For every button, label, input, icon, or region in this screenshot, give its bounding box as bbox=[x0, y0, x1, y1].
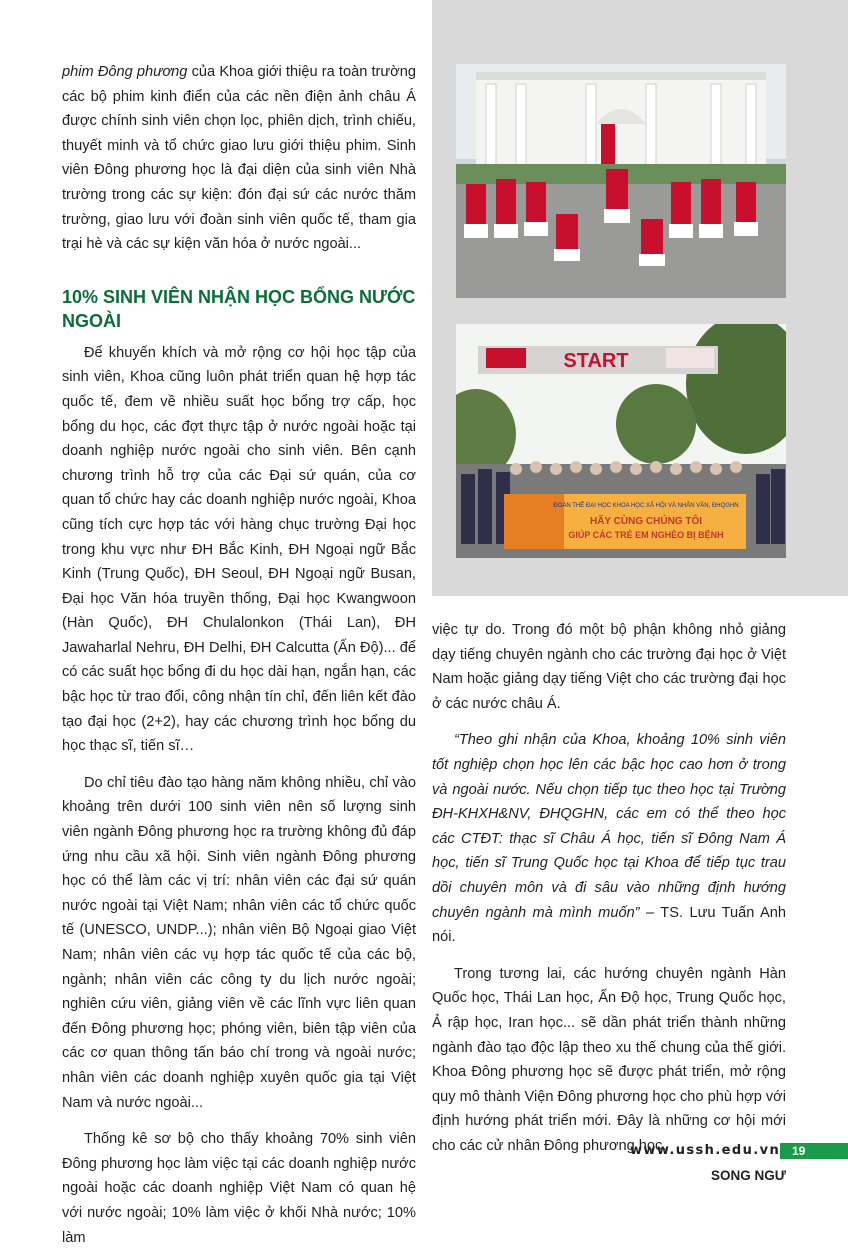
paragraph-continuation: việc tự do. Trong đó một bộ phận không nhỏ giảng dạy tiếng chuyên ngành cho các trường đại học ở Việt Nam hoặc giảng dạy tiếng Việt cho các trường đại học ở các nước châu Á. bbox=[432, 622, 786, 712]
start-banner-text: START bbox=[563, 350, 629, 372]
quote-text: “Theo ghi nhận của Khoa, khoảng 10% sinh viên tốt nghiệp chọn học lên các bậc học cao hơn ở trong và ngoài nước. Nếu chọn tiếp tục theo học tại Trường ĐH-KHXH&NV, ĐHQGHN, các em có thể theo học các CTĐT: thạc sĩ Châu Á học, tiến sĩ Đông Nam Á học, tiến sĩ Trung Quốc học tại Khoa để tiếp tục trau dồi chuyên môn và đi sâu vào những định hướng chuyên ngành mà mình muốn” bbox=[432, 732, 786, 921]
author-byline: SONG NGƯ bbox=[711, 1168, 786, 1184]
footer-green-bar bbox=[780, 1143, 848, 1159]
banner-line3: GIÚP CÁC TRẺ EM NGHÈO BỊ BỆNH bbox=[568, 530, 724, 540]
intro-italic: phim Đông phương bbox=[62, 64, 188, 80]
page-number: 19 bbox=[792, 1144, 806, 1158]
section-heading: 10% SINH VIÊN NHẬN HỌC BỔNG NƯỚC NGOÀI bbox=[62, 286, 416, 331]
left-column bbox=[62, 60, 416, 1250]
paragraph-future: Trong tương lai, các hướng chuyên ngành Hàn Quốc học, Thái Lan học, Ấn Độ học, Trung Quốc học, Ả rập học, Iran học... sẽ dần phát triển thành những ngành đào tạo độc lập theo xu thế chung của thế giới. Khoa Đông phương học sẽ được phát triển, mở rộng quy mô thành Viện Đông phương học cho phù hợp với định hướng phát triển mới. Đây là những cơ hội mới cho các cử nhân Đông phương học. bbox=[432, 965, 786, 1154]
quote-paragraph bbox=[432, 728, 786, 949]
paragraph-careers: Do chỉ tiêu đào tạo hàng năm không nhiều, chỉ vào khoảng trên dưới 100 sinh viên nên số lượng sinh viên ngành Đông phương học ra trường không đủ đáp ứng nhu cầu xã hội. Sinh viên ngành Đông phương học có thể làm các vị trí: nhân viên các đại sứ quán nước ngoài tại Việt Nam; nhân viên các tổ chức quốc tế (UNESCO, UNDP...); nhân viên Bộ Ngoại giao Việt Nam; nhân viên các vụ hợp tác quốc tế của các bộ, ngành; nhân viên các công ty du lịch nước ngoài; nghiên cứu viên, giảng viên về các lĩnh vực liên quan đến Đông phương học; phóng viên, biên tập viên của các cơ quan thông tấn báo chí trong và ngoài nước; nhân viên các doanh nghiệp xuyên quốc gia tại Việt Nam và nước ngoài... bbox=[62, 774, 416, 1111]
intro-text: của Khoa giới thiệu ra toàn trường các bộ phim kinh điển của các nền điện ảnh châu Á được chính sinh viên chọn lọc, phiên dịch, trình chiếu, thuyết minh và tổ chức giao lưu giới thiệu phim. Sinh viên Đông phương học là đại diện của sinh viên Nhà trường trong các sự kiện: đón đại sứ các nước thăm trường, giao lưu với đoàn sinh viên quốc tế, tham gia trại hè và các sự kiện văn hóa ở nước ngoài... bbox=[62, 64, 416, 253]
footer-website-url: www.ussh.edu.vn bbox=[630, 1143, 781, 1158]
cheerleading-photo bbox=[456, 64, 786, 298]
charity-run-photo bbox=[456, 324, 786, 558]
right-column bbox=[432, 618, 786, 1189]
banner-line2: HÃY CÙNG CHÚNG TÔI bbox=[589, 516, 703, 527]
quote-attribution: – TS. Lưu Tuấn Anh nói. bbox=[432, 904, 786, 946]
banner-line1: ĐOÀN THỂ ĐẠI HỌC KHOA HỌC XÃ HỘI VÀ NHÂN VĂN, ĐHQGHN bbox=[553, 503, 739, 509]
intro-paragraph bbox=[62, 60, 416, 257]
paragraph-scholarships: Để khuyến khích và mở rộng cơ hội học tập của sinh viên, Khoa cũng luôn phát triển quan hệ hợp tác quốc tế, đem về nhiều suất học bổng trợ cấp, học bổng du học, các đợt thực tập ở nước ngoài hoặc tại doanh nghiệp nước ngoài cho sinh viên. Bên cạnh chương trình hỗ trợ của các Đại sứ quán, của cơ quan tổ chức hay các doanh nghiệp nước ngoài, Khoa cũng tích cực hợp tác với hàng chục trường Đại học trong khu vực như ĐH Bắc Kinh, ĐH Ngoại ngữ Bắc Kinh (Trung Quốc), ĐH Seoul, ĐH Ngoại ngữ Busan, Đại học Văn hóa truyền thống, Đại học Kwangwoon (Hàn Quốc), ĐH Chulalonkon (Thái Lan), ĐH Jawaharlal Nehru, ĐH Delhi, ĐH Calcutta (Ấn Độ)... để có các suất học bổng đi du học dài hạn, ngắn hạn, các bậc học từ trao đổi, công nhận tín chỉ, đến liên kết đào tạo đại học (2+2), hay các chương trình học bổng du học thạc sĩ, tiến sĩ… bbox=[62, 344, 416, 755]
paragraph-statistics: Thống kê sơ bộ cho thấy khoảng 70% sinh viên Đông phương học làm việc tại các doanh nghiệp nước ngoài hoặc các doanh nghiệp Việt Nam có quan hệ với nước ngoài; 10% làm việc ở khối Nhà nước; 10% làm bbox=[62, 1131, 416, 1246]
